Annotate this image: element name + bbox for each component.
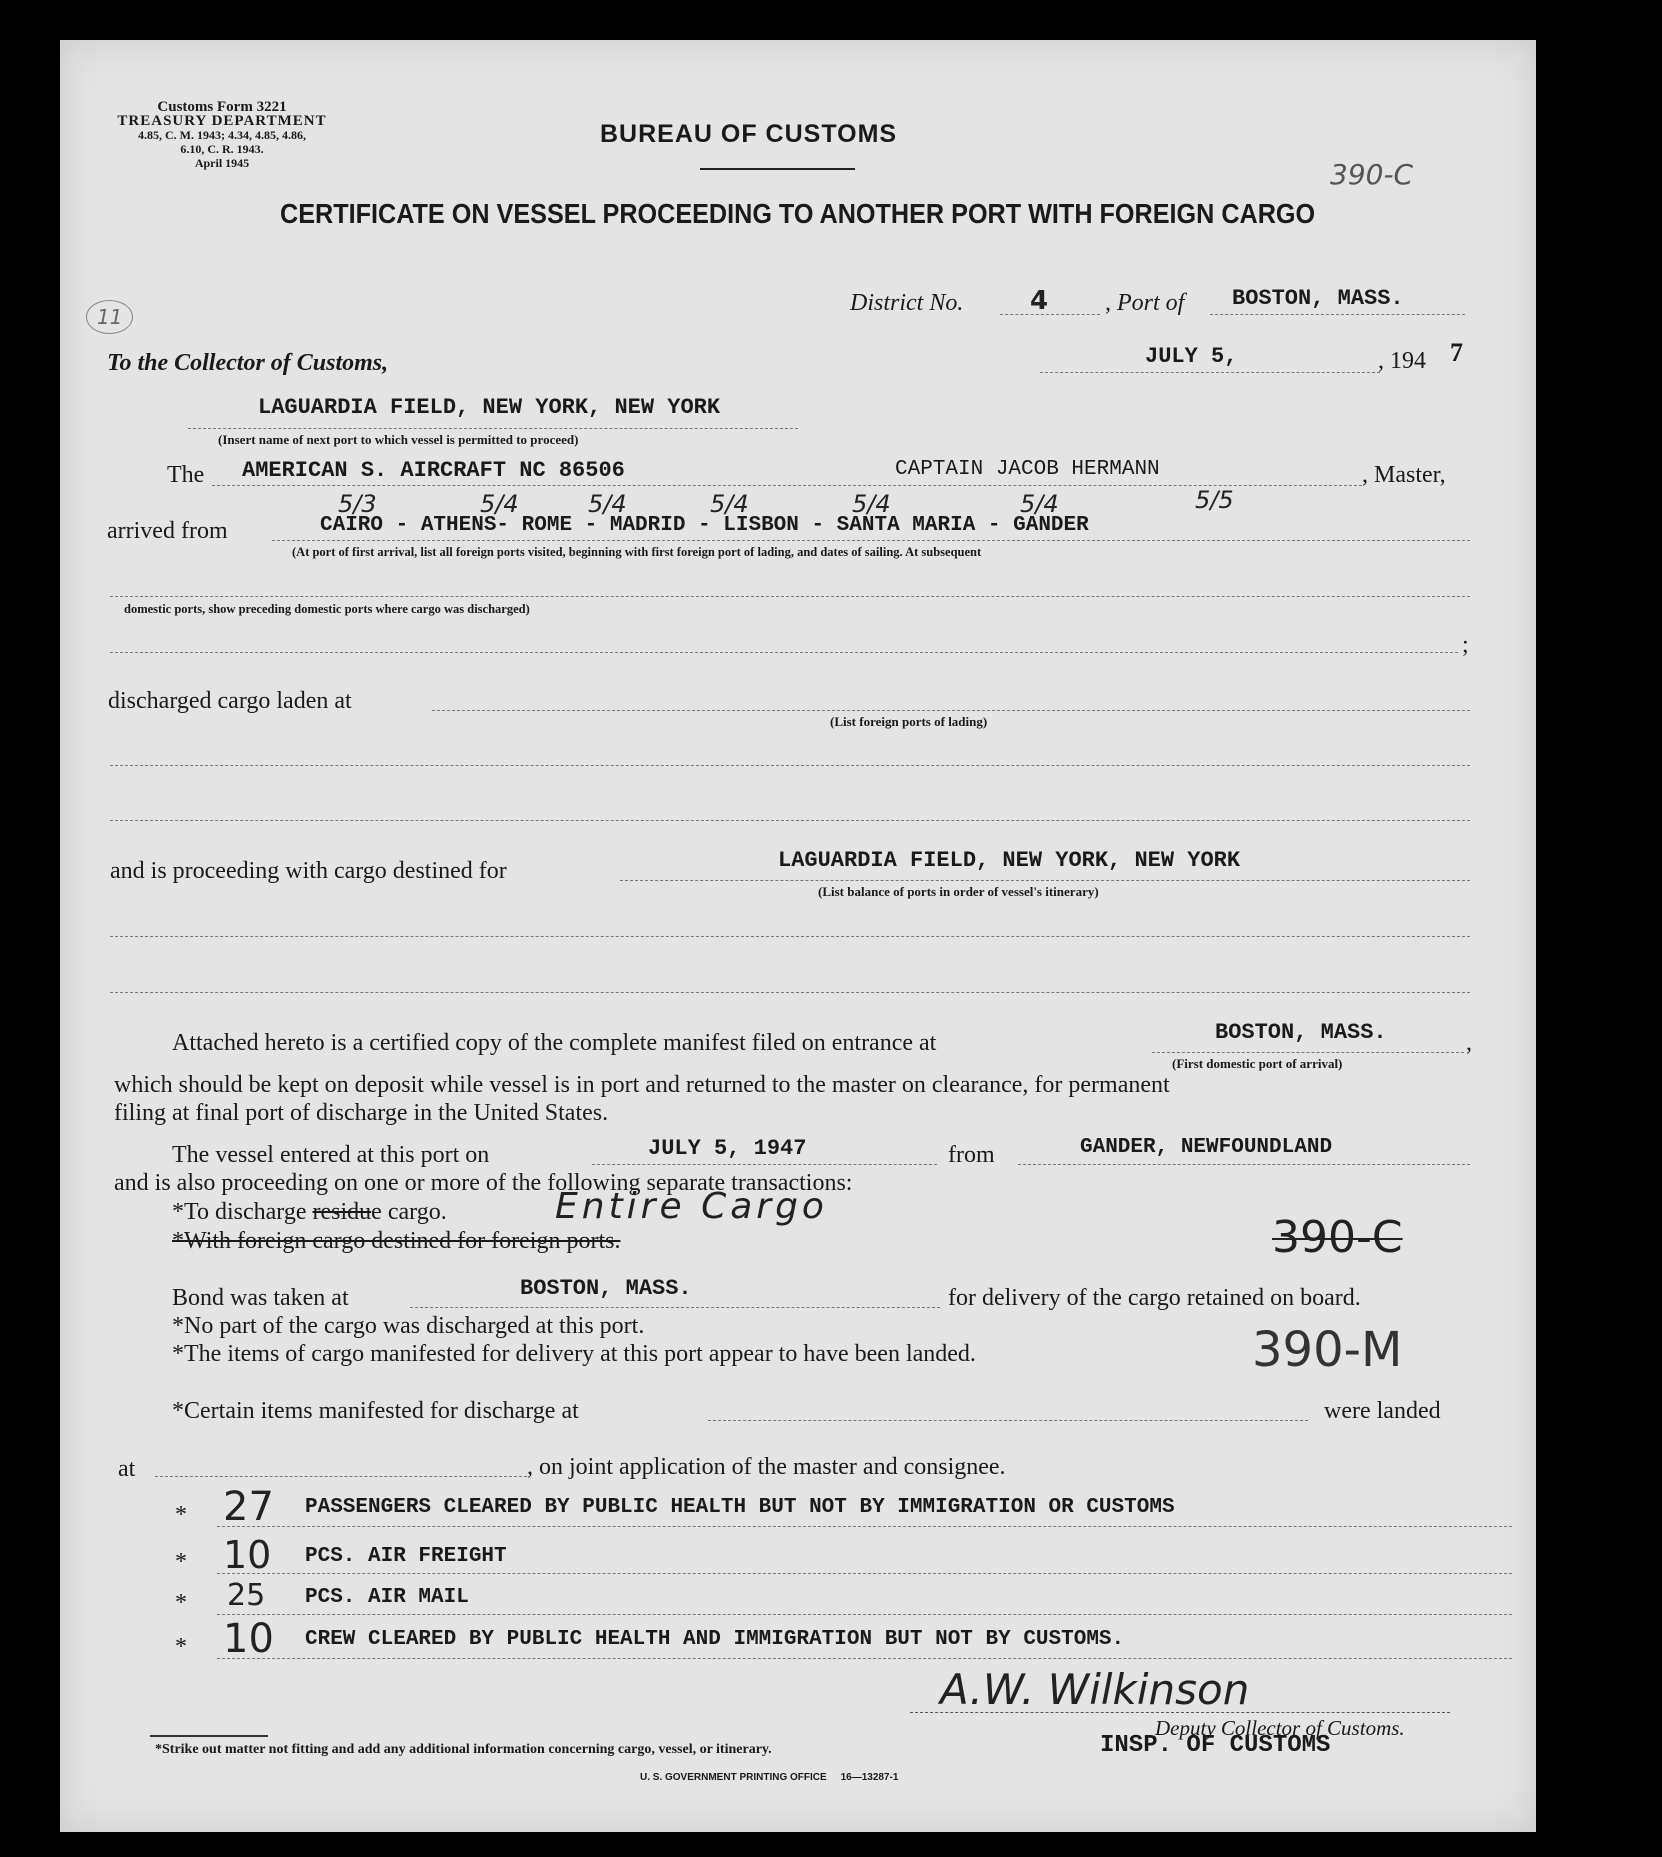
arrival-line	[272, 540, 1470, 541]
discharged-line	[432, 710, 1470, 711]
bond-line	[410, 1307, 940, 1308]
arrival-caption-1: (At port of first arrival, list all foreign ports visited, beginning with first foreign port of lading, and dates of sailing. At subsequent	[292, 545, 982, 559]
entered-from-label: from	[948, 1142, 995, 1168]
item-bullet: *	[175, 1502, 187, 1528]
proceeding-line	[620, 880, 1470, 881]
discharged-caption: (List foreign ports of lading)	[830, 714, 988, 729]
discharged-line-2	[110, 765, 1470, 766]
arrival-date-1: 5/3	[338, 490, 377, 518]
regulation-refs-2: 6.10, C. R. 1943.	[180, 142, 264, 156]
entered-date: JULY 5, 1947	[648, 1136, 807, 1161]
entered-date-line	[592, 1164, 937, 1165]
discharged-label: discharged cargo laden at	[108, 688, 352, 714]
manifest-port: BOSTON, MASS.	[1215, 1020, 1387, 1045]
year-prefix: , 194	[1378, 348, 1426, 374]
item-line	[217, 1526, 1512, 1527]
form-header-block	[92, 100, 352, 170]
proceeding-line-3	[110, 992, 1470, 993]
arrived-from-label: arrived from	[107, 518, 228, 544]
entered-from-line	[1018, 1164, 1470, 1165]
district-line	[1000, 314, 1100, 315]
entered-text: The vessel entered at this port on	[172, 1142, 490, 1168]
file-note: 390-C	[1330, 158, 1414, 191]
were-landed: were landed	[1324, 1398, 1441, 1424]
at-label: at	[118, 1456, 136, 1482]
joint-application: , on joint application of the master and consignee.	[527, 1454, 1006, 1480]
year-digit: 7	[1450, 338, 1463, 367]
crossed-code: 390-C	[1272, 1212, 1403, 1263]
handwritten-390m: 390-M	[1252, 1322, 1403, 1378]
form-date: April 1945	[194, 156, 250, 170]
discharge-option	[172, 1199, 447, 1226]
item-text: PCS. AIR FREIGHT	[305, 1545, 507, 1568]
form-number: Customs Form 3221	[157, 99, 287, 115]
captain-name: CAPTAIN JACOB HERMANN	[895, 458, 1160, 481]
margin-mark: 11	[86, 300, 133, 334]
footnote-rule	[150, 1735, 268, 1737]
arrival-caption-2: domestic ports, show preceding domestic ports where cargo was discharged)	[124, 602, 530, 616]
district-label: District No.	[850, 290, 964, 316]
arrival-date-4: 5/4	[710, 490, 749, 518]
item-text: PASSENGERS CLEARED BY PUBLIC HEALTH BUT NOT BY IMMIGRATION OR CUSTOMS	[305, 1496, 1175, 1519]
item-text: CREW CLEARED BY PUBLIC HEALTH AND IMMIGRATION BUT NOT BY CUSTOMS.	[305, 1628, 1125, 1651]
item-line	[217, 1573, 1512, 1574]
signature: A.W. Wilkinson	[940, 1665, 1250, 1714]
manifest-text-1: Attached hereto is a certified copy of the complete manifest filed on entrance at	[172, 1030, 937, 1056]
regulation-refs-1: 4.85, C. M. 1943; 4.34, 4.85, 4.86,	[138, 128, 306, 142]
next-port-line	[188, 428, 798, 429]
date-line	[1040, 372, 1380, 373]
arrival-date-6: 5/4	[1020, 490, 1059, 518]
item-line	[217, 1658, 1512, 1659]
at-line	[155, 1476, 527, 1477]
arrival-line-2	[110, 596, 1470, 597]
item-line	[217, 1614, 1512, 1615]
next-port-value: LAGUARDIA FIELD, NEW YORK, NEW YORK	[258, 395, 721, 420]
next-port-caption: (Insert name of next port to which vessel is permitted to proceed)	[218, 432, 579, 447]
bond-tail: for delivery of the cargo retained on board.	[948, 1285, 1361, 1311]
port-line	[1210, 314, 1465, 315]
manifest-text-2: which should be kept on deposit while vessel is in port and returned to the master on clearance, for permanent	[114, 1072, 1170, 1098]
certain-line	[708, 1420, 1308, 1421]
district-number: 4	[1030, 286, 1049, 316]
discharge-a: *To discharge	[172, 1199, 313, 1225]
discharge-struck: residu	[312, 1199, 372, 1225]
vessel-line	[212, 485, 1362, 486]
proceeding-value: LAGUARDIA FIELD, NEW YORK, NEW YORK	[778, 848, 1241, 873]
item-count: 27	[223, 1484, 274, 1530]
manifest-port-caption: (First domestic port of arrival)	[1172, 1056, 1343, 1071]
signature-title: Deputy Collector of Customs.	[1155, 1716, 1405, 1740]
item-bullet: *	[175, 1549, 187, 1575]
arrival-semicolon: ;	[1462, 632, 1469, 658]
item-bullet: *	[175, 1634, 187, 1660]
the-label: The	[167, 462, 205, 488]
bond-value: BOSTON, MASS.	[520, 1276, 692, 1301]
item-count: 10	[223, 1533, 272, 1577]
port-value: BOSTON, MASS.	[1232, 286, 1404, 311]
arrival-line-3	[110, 652, 1458, 653]
arrival-date-7: 5/5	[1195, 486, 1234, 514]
signature-line	[910, 1712, 1450, 1713]
arrival-date-2: 5/4	[480, 490, 519, 518]
form-title: CERTIFICATE ON VESSEL PROCEEDING TO ANOTHER PORT WITH FOREIGN CARGO	[280, 198, 1316, 229]
manifest-port-line	[1152, 1052, 1464, 1053]
proceeding-caption: (List balance of ports in order of vessel's itinerary)	[818, 884, 1099, 899]
handwritten-entire-cargo: Entire Cargo	[555, 1186, 828, 1227]
bond-label: Bond was taken at	[172, 1285, 349, 1311]
certain-items: *Certain items manifested for discharge at	[172, 1398, 579, 1424]
arrival-date-5: 5/4	[852, 490, 891, 518]
no-part-discharged: *No part of the cargo was discharged at this port.	[172, 1313, 645, 1339]
manifest-comma: ,	[1466, 1030, 1472, 1056]
discharged-line-3	[110, 820, 1470, 821]
items-landed: *The items of cargo manifested for delivery at this port appear to have been landed.	[172, 1341, 976, 1367]
bureau-rule	[700, 168, 855, 170]
entered-from: GANDER, NEWFOUNDLAND	[1080, 1136, 1333, 1159]
bureau-heading: BUREAU OF CUSTOMS	[600, 120, 898, 148]
arrival-date-3: 5/4	[588, 490, 627, 518]
foreign-cargo-option-struck: *With foreign cargo destined for foreign ports.	[172, 1228, 621, 1254]
vessel-name: AMERICAN S. AIRCRAFT NC 86506	[242, 458, 625, 483]
discharge-b: e cargo.	[371, 1199, 447, 1225]
item-bullet: *	[175, 1590, 187, 1616]
item-count: 10	[223, 1616, 274, 1662]
item-text: PCS. AIR MAIL	[305, 1586, 469, 1609]
manifest-text-3: filing at final port of discharge in the United States.	[114, 1100, 609, 1126]
certificate-date: JULY 5,	[1145, 344, 1238, 369]
proceeding-label: and is proceeding with cargo destined for	[110, 858, 507, 884]
arrival-route: CAIRO - ATHENS- ROME - MADRID - LISBON - SANTA MARIA - GANDER	[320, 514, 1089, 537]
printer-line: U. S. GOVERNMENT PRINTING OFFICE 16—13287-1	[640, 1772, 899, 1783]
department: TREASURY DEPARTMENT	[117, 113, 327, 129]
footnote: *Strike out matter not fitting and add any additional information concerning cargo, vessel, or itinerary.	[155, 1742, 772, 1757]
proceeding-line-2	[110, 936, 1470, 937]
master-label: , Master,	[1362, 462, 1446, 488]
port-label: , Port of	[1105, 290, 1185, 316]
collector-salutation: To the Collector of Customs,	[107, 350, 389, 376]
item-count: 25	[227, 1578, 266, 1613]
inspector-stamp: INSP. OF CUSTOMS	[1100, 1732, 1331, 1759]
also-proceeding: and is also proceeding on one or more of the following separate transactions:	[114, 1170, 853, 1196]
